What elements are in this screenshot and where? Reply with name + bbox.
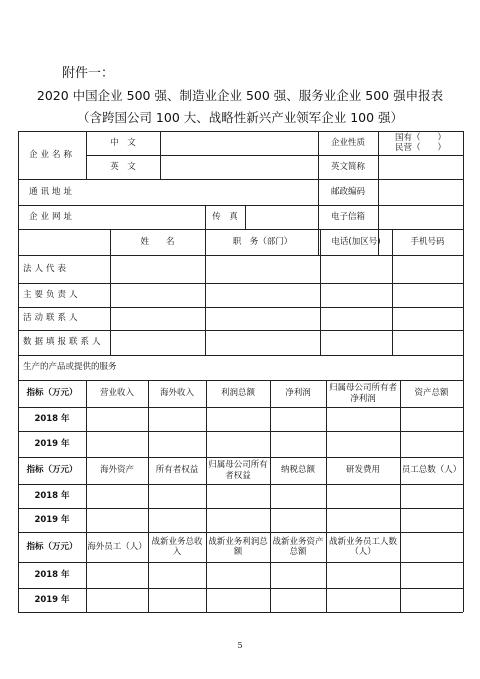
indicator-row-label: 指标（万元） bbox=[26, 388, 78, 399]
indicator-header: 归属母公司所有者净利润 bbox=[328, 383, 397, 404]
company-nature-field[interactable] bbox=[378, 131, 463, 155]
contact-entry-field[interactable] bbox=[205, 283, 320, 307]
contact-entry-field[interactable] bbox=[320, 283, 392, 307]
address-label: 通讯地址 bbox=[28, 186, 75, 197]
year-label: 2018 年 bbox=[34, 569, 70, 580]
year-label: 2019 年 bbox=[34, 514, 70, 525]
company-name-label: 企业名称 bbox=[28, 149, 75, 160]
indicator-value-field[interactable] bbox=[270, 588, 326, 612]
indicator-row-label: 指标（万元） bbox=[26, 541, 78, 552]
english-name-label: 英 文 bbox=[110, 161, 136, 172]
email-field[interactable] bbox=[378, 205, 463, 229]
indicator-value-field[interactable] bbox=[326, 484, 400, 508]
contact-row-label: 主要负责人 bbox=[23, 289, 81, 300]
indicator-value-field[interactable] bbox=[270, 508, 326, 532]
year-label: 2018 年 bbox=[34, 490, 70, 501]
address-field[interactable] bbox=[86, 179, 318, 205]
indicator-header: 归属母公司所有者权益 bbox=[208, 460, 268, 481]
indicator-value-field[interactable] bbox=[400, 562, 463, 588]
indicator-value-field[interactable] bbox=[148, 407, 206, 431]
year-label: 2019 年 bbox=[34, 594, 70, 605]
chinese-name-field[interactable] bbox=[160, 131, 318, 155]
indicator-header: 战新业务资产总额 bbox=[272, 536, 324, 557]
contact-entry-field[interactable] bbox=[205, 307, 320, 330]
indicator-header: 营业收入 bbox=[99, 388, 134, 399]
indicator-value-field[interactable] bbox=[206, 562, 270, 588]
nature-state-option[interactable]: 国有（ ） bbox=[394, 132, 446, 143]
indicator-header: 利润总额 bbox=[220, 388, 255, 399]
indicator-row-label: 指标（万元） bbox=[26, 465, 78, 476]
indicator-value-field[interactable] bbox=[206, 431, 270, 457]
indicator-value-field[interactable] bbox=[270, 562, 326, 588]
indicator-value-field[interactable] bbox=[400, 431, 463, 457]
indicator-value-field[interactable] bbox=[148, 588, 206, 612]
year-label: 2018 年 bbox=[34, 413, 70, 424]
table-rule bbox=[18, 612, 463, 613]
contact-entry-field[interactable] bbox=[205, 330, 320, 355]
contact-entry-field[interactable] bbox=[110, 307, 205, 330]
nature-private-option[interactable]: 民营（ ） bbox=[394, 143, 446, 153]
indicator-value-field[interactable] bbox=[400, 588, 463, 612]
website-field[interactable] bbox=[86, 205, 205, 229]
indicator-header: 战新业务总收入 bbox=[151, 536, 203, 557]
contact-header: 手机号码 bbox=[410, 236, 445, 247]
indicator-value-field[interactable] bbox=[86, 508, 148, 532]
indicator-value-field[interactable] bbox=[86, 588, 148, 612]
indicator-header bbox=[400, 532, 463, 562]
fax-label: 传 真 bbox=[212, 211, 238, 222]
indicator-value-field[interactable] bbox=[148, 508, 206, 532]
contact-entry-field[interactable] bbox=[110, 283, 205, 307]
contact-entry-field[interactable] bbox=[392, 330, 463, 355]
english-abbreviation-field[interactable] bbox=[378, 155, 463, 179]
indicator-value-field[interactable] bbox=[270, 407, 326, 431]
indicator-header: 战新业务利润总额 bbox=[208, 536, 268, 557]
indicator-value-field[interactable] bbox=[86, 431, 148, 457]
contact-entry-field[interactable] bbox=[392, 307, 463, 330]
english-abbreviation-label: 英文简称 bbox=[330, 161, 365, 172]
year-label: 2019 年 bbox=[34, 438, 70, 449]
indicator-header: 海外资产 bbox=[99, 465, 134, 476]
contact-entry-field[interactable] bbox=[392, 283, 463, 307]
indicator-value-field[interactable] bbox=[326, 588, 400, 612]
indicator-value-field[interactable] bbox=[206, 407, 270, 431]
indicator-header: 所有者权益 bbox=[155, 465, 199, 476]
indicator-value-field[interactable] bbox=[326, 562, 400, 588]
table-rule bbox=[463, 131, 464, 612]
indicator-value-field[interactable] bbox=[206, 588, 270, 612]
indicator-value-field[interactable] bbox=[86, 407, 148, 431]
contact-row-label: 数据填报联系人 bbox=[23, 337, 104, 348]
contact-row-label: 活动联系人 bbox=[23, 313, 81, 324]
contact-header: 姓 名 bbox=[140, 236, 175, 247]
contact-entry-field[interactable] bbox=[320, 307, 392, 330]
products-label: 生产的产品或提供的服务 bbox=[23, 362, 117, 373]
chinese-name-label: 中 文 bbox=[110, 137, 136, 148]
indicator-value-field[interactable] bbox=[326, 431, 400, 457]
website-label: 企业网址 bbox=[28, 211, 75, 222]
contact-entry-field[interactable] bbox=[110, 330, 205, 355]
contact-entry-field[interactable] bbox=[205, 255, 320, 283]
indicator-value-field[interactable] bbox=[326, 407, 400, 431]
indicator-value-field[interactable] bbox=[86, 562, 148, 588]
indicator-value-field[interactable] bbox=[270, 431, 326, 457]
form-title: 2020 中国企业 500 强、制造业企业 500 强、服务业企业 500 强申报表 bbox=[36, 88, 444, 103]
fax-field[interactable] bbox=[245, 205, 318, 229]
indicator-value-field[interactable] bbox=[148, 562, 206, 588]
indicator-value-field[interactable] bbox=[206, 508, 270, 532]
indicator-value-field[interactable] bbox=[148, 484, 206, 508]
indicator-header: 海外收入 bbox=[159, 388, 194, 399]
indicator-header: 资产总额 bbox=[414, 388, 449, 399]
indicator-value-field[interactable] bbox=[400, 508, 463, 532]
page-number: 5 bbox=[237, 641, 243, 650]
contact-row-label: 法人代表 bbox=[23, 263, 70, 274]
indicator-header: 员工总数（人） bbox=[401, 465, 462, 476]
contact-entry-field[interactable] bbox=[320, 255, 392, 283]
indicator-value-field[interactable] bbox=[400, 484, 463, 508]
attachment-label: 附件一： bbox=[62, 66, 115, 81]
postal-code-field[interactable] bbox=[378, 179, 463, 205]
contact-header: 职 务（部门） bbox=[232, 236, 293, 247]
indicator-header: 净利润 bbox=[285, 388, 311, 399]
contact-entry-field[interactable] bbox=[110, 255, 205, 283]
indicator-value-field[interactable] bbox=[270, 484, 326, 508]
indicator-header: 战新业务员工人数（人） bbox=[328, 536, 397, 557]
contact-header: 电话(加区号) bbox=[331, 236, 381, 247]
form-subtitle: （含跨国公司 100 大、战略性新兴产业领军企业 100 强） bbox=[76, 110, 404, 125]
indicator-value-field[interactable] bbox=[86, 484, 148, 508]
indicator-value-field[interactable] bbox=[400, 407, 463, 431]
indicator-header: 纳税总额 bbox=[280, 465, 315, 476]
indicator-header: 研发费用 bbox=[345, 465, 380, 476]
indicator-header: 海外员工（人） bbox=[87, 541, 147, 552]
indicator-value-field[interactable] bbox=[326, 508, 400, 532]
contact-entry-field[interactable] bbox=[320, 330, 392, 355]
email-label: 电子信箱 bbox=[330, 211, 365, 222]
indicator-value-field[interactable] bbox=[148, 431, 206, 457]
english-name-field[interactable] bbox=[160, 155, 318, 179]
company-nature-label: 企业性质 bbox=[330, 137, 365, 148]
postal-code-label: 邮政编码 bbox=[330, 186, 365, 197]
contact-entry-field[interactable] bbox=[392, 255, 463, 283]
indicator-value-field[interactable] bbox=[206, 484, 270, 508]
